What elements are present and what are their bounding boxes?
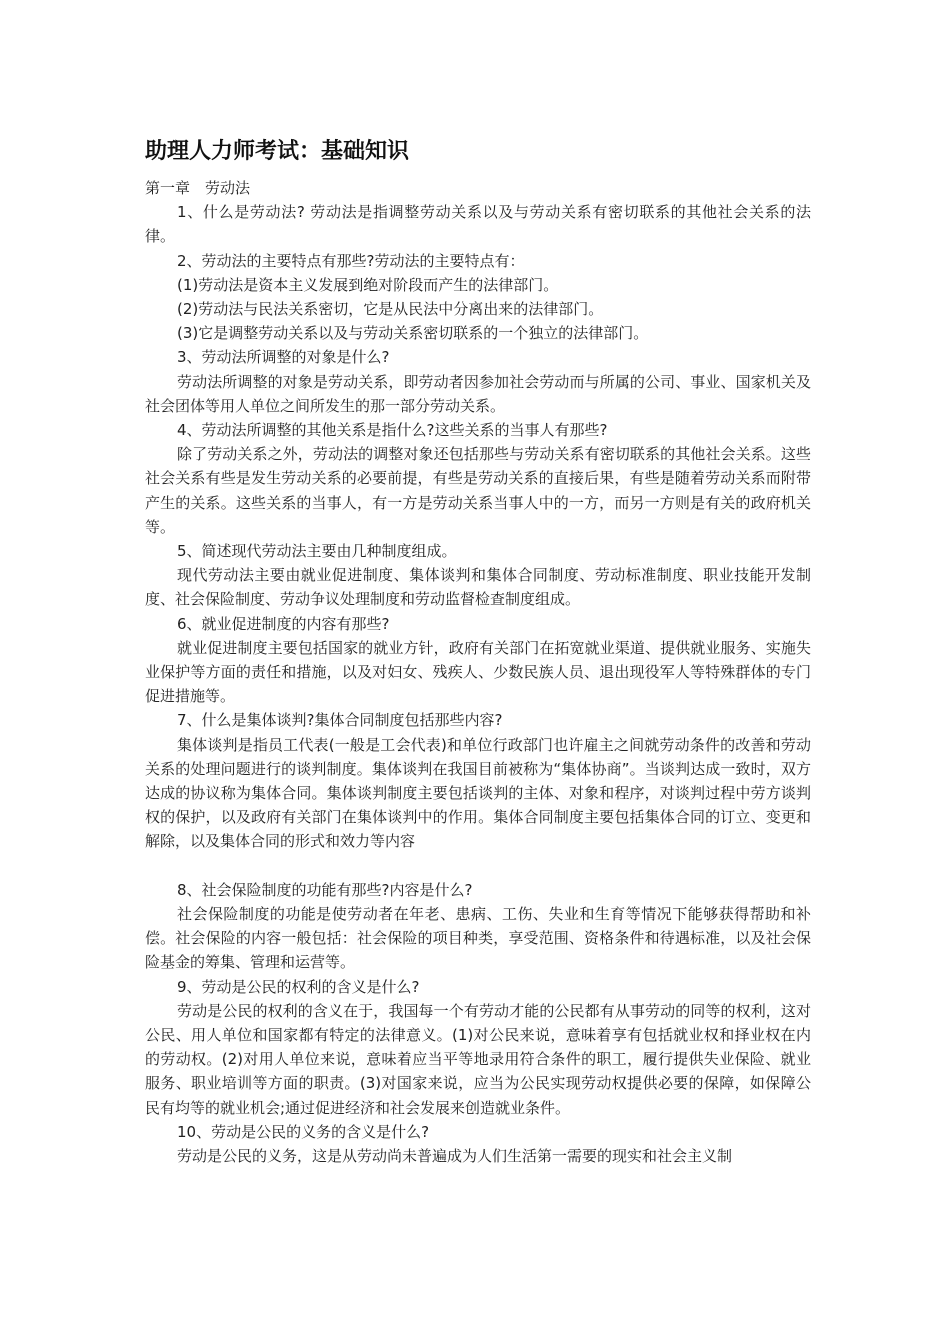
question-1: 1、什么是劳动法? 劳动法是指调整劳动关系以及与劳动关系有密切联系的其他社会关系的法律。 <box>145 203 811 246</box>
question-6: 6、就业促进制度的内容有那些? <box>177 614 390 633</box>
question-7: 7、什么是集体谈判?集体合同制度包括那些内容? <box>177 711 503 730</box>
list-item-3: (3)它是调整劳动关系以及与劳动关系密切联系的一个独立的法律部门。 <box>177 324 649 343</box>
answer-5: 现代劳动法主要由就业促进制度、集体谈判和集体合同制度、劳动标准制度、职业技能开发制度、社会保险制度、劳动争议处理制度和劳动监督检查制度组成。 <box>145 566 811 609</box>
list-item-1: (1)劳动法是资本主义发展到绝对阶段而产生的法律部门。 <box>177 275 559 294</box>
question-10: 10、劳动是公民的义务的含义是什么? <box>177 1122 430 1141</box>
answer-8: 社会保险制度的功能是使劳动者在年老、患病、工伤、失业和生育等情况下能够获得帮助和补偿。社会保险的内容一般包括：社会保险的项目种类，享受范围、资格条件和待遇标准，以及社会保险基金的筹集、管理和运营等。 <box>145 904 811 972</box>
question-2: 2、劳动法的主要特点有那些?劳动法的主要特点有： <box>177 251 525 270</box>
document-body <box>145 176 811 1168</box>
answer-10: 劳动是公民的义务，这是从劳动尚未普遍成为人们生活第一需要的现实和社会主义制 <box>177 1146 733 1165</box>
question-5: 5、简述现代劳动法主要由几种制度组成。 <box>177 542 457 561</box>
answer-3: 劳动法所调整的对象是劳动关系，即劳动者因参加社会劳动而与所属的公司、事业、国家机关及社会团体等用人单位之间所发生的那一部分劳动关系。 <box>145 372 811 415</box>
question-4: 4、劳动法所调整的其他关系是指什么?这些关系的当事人有那些? <box>177 421 608 440</box>
answer-9: 劳动是公民的权利的含义在于，我国每一个有劳动才能的公民都有从事劳动的同等的权利，这对公民、用人单位和国家都有特定的法律意义。(1)对公民来说，意味着享有包括就业权和择业权在内的劳动权。(2)对用人单位来说，意味着应当平等地录用符合条件的职工，履行提供失业保险、就业服务、职业培训等方面的职责。(3)对国家来说，应当为公民实现劳动权提供必要的保障，如保障公民有均等的就业机会;通过促进经济和社会发展来创造就业条件。 <box>145 1001 811 1117</box>
answer-6: 就业促进制度主要包括国家的就业方针，政府有关部门在拓宽就业渠道、提供就业服务、实施失业保护等方面的责任和措施，以及对妇女、残疾人、少数民族人员、退出现役军人等特殊群体的专门促进措施等。 <box>145 638 811 706</box>
question-3: 3、劳动法所调整的对象是什么? <box>177 348 390 367</box>
document-title: 助理人力师考试：基础知识 <box>145 139 410 164</box>
question-8: 8、社会保险制度的功能有那些?内容是什么? <box>177 880 473 899</box>
answer-4: 除了劳动关系之外，劳动法的调整对象还包括那些与劳动关系有密切联系的其他社会关系。这些社会关系有些是发生劳动关系的必要前提，有些是劳动关系的直接后果，有些是随着劳动关系而附带产生的关系。这些关系的当事人，有一方是劳动关系当事人中的一方，而另一方则是有关的政府机关等。 <box>145 445 811 536</box>
answer-7: 集体谈判是指员工代表(一般是工会代表)和单位行政部门也许雇主之间就劳动条件的改善和劳动关系的处理问题进行的谈判制度。集体谈判在我国目前被称为“集体协商”。当谈判达成一致时，双方达成的协议称为集体合同。集体谈判制度主要包括谈判的主体、对象和程序，对谈判过程中劳方谈判权的保护，以及政府有关部门在集体谈判中的作用。集体合同制度主要包括集体合同的订立、变更和解除，以及集体合同的形式和效力等内容 <box>145 735 811 851</box>
question-9: 9、劳动是公民的权利的含义是什么? <box>177 977 420 996</box>
paragraph-gap <box>145 854 811 878</box>
list-item-2: (2)劳动法与民法关系密切，它是从民法中分离出来的法律部门。 <box>177 300 604 319</box>
chapter-heading: 第一章 劳动法 <box>145 179 251 197</box>
